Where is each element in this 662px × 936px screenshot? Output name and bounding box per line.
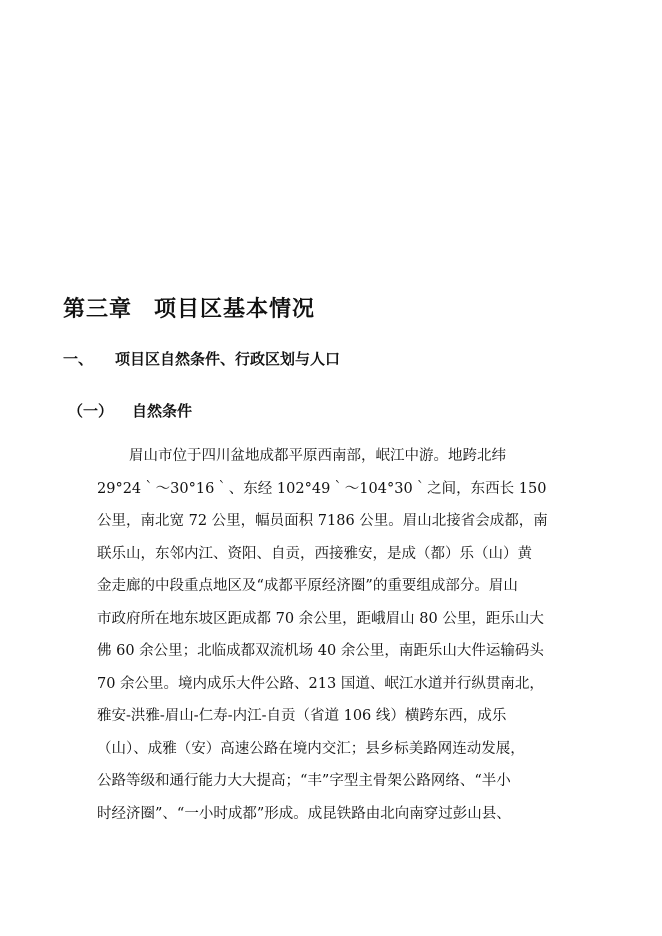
subsection-heading [68,400,192,421]
paragraph-line: 公路等级和通行能力大大提高；“丰”字型主骨架公路网络、“半小 [97,773,511,789]
paragraph-line: 公里，南北宽 72 公里，幅员面积 7186 公里。眉山北接省会成都，南 [97,513,548,529]
paragraph-line: 70 余公里。境内成乐大件公路、213 国道、岷江水道并行纵贯南北， [97,675,544,692]
paragraph-line: 佛 60 余公里；北临成都双流机场 40 余公里，南距乐山大件运输码头 [97,643,544,659]
chapter-title-text: 项目区基本情况 [154,296,316,322]
section-title: 项目区自然条件、行政区划与人口 [115,350,341,368]
subsection-number: （一） [68,402,114,420]
chapter-number: 第三章 [63,296,133,322]
paragraph-line: 市政府所在地东坡区距成都 70 余公里，距峨眉山 80 公里，距乐山大 [97,610,544,627]
subsection-title: 自然条件 [132,402,193,420]
section-heading [63,348,340,369]
chapter-title [63,292,315,323]
paragraph-line: 眉山市位于四川盆地成都平原西南部，岷江中游。地跨北纬 [129,448,506,464]
paragraph-line: 联乐山，东邻内江、资阳、自贡，西接雅安，是成（都）乐（山）黄 [97,545,532,562]
section-number: 一、 [63,350,94,368]
paragraph-line: （山）、成雅（安）高速公路在境内交汇；县乡标美路网连动发展， [97,740,525,757]
paragraph-line: 金走廊的中段重点地区及“成都平原经济圈”的重要组成部分。眉山 [97,578,518,594]
paragraph-line: 时经济圈”、“一小时成都”形成。成昆铁路由北向南穿过彭山县、 [97,805,511,822]
paragraph-line: 29°24｀～30°16｀、东经 102°49｀～104°30｀之间，东西长 150 [97,480,547,497]
paragraph-line: 雅安-洪雅-眉山-仁寿-内江-自贡（省道 106 线）横跨东西，成乐 [97,708,507,724]
body-paragraph [97,440,602,830]
